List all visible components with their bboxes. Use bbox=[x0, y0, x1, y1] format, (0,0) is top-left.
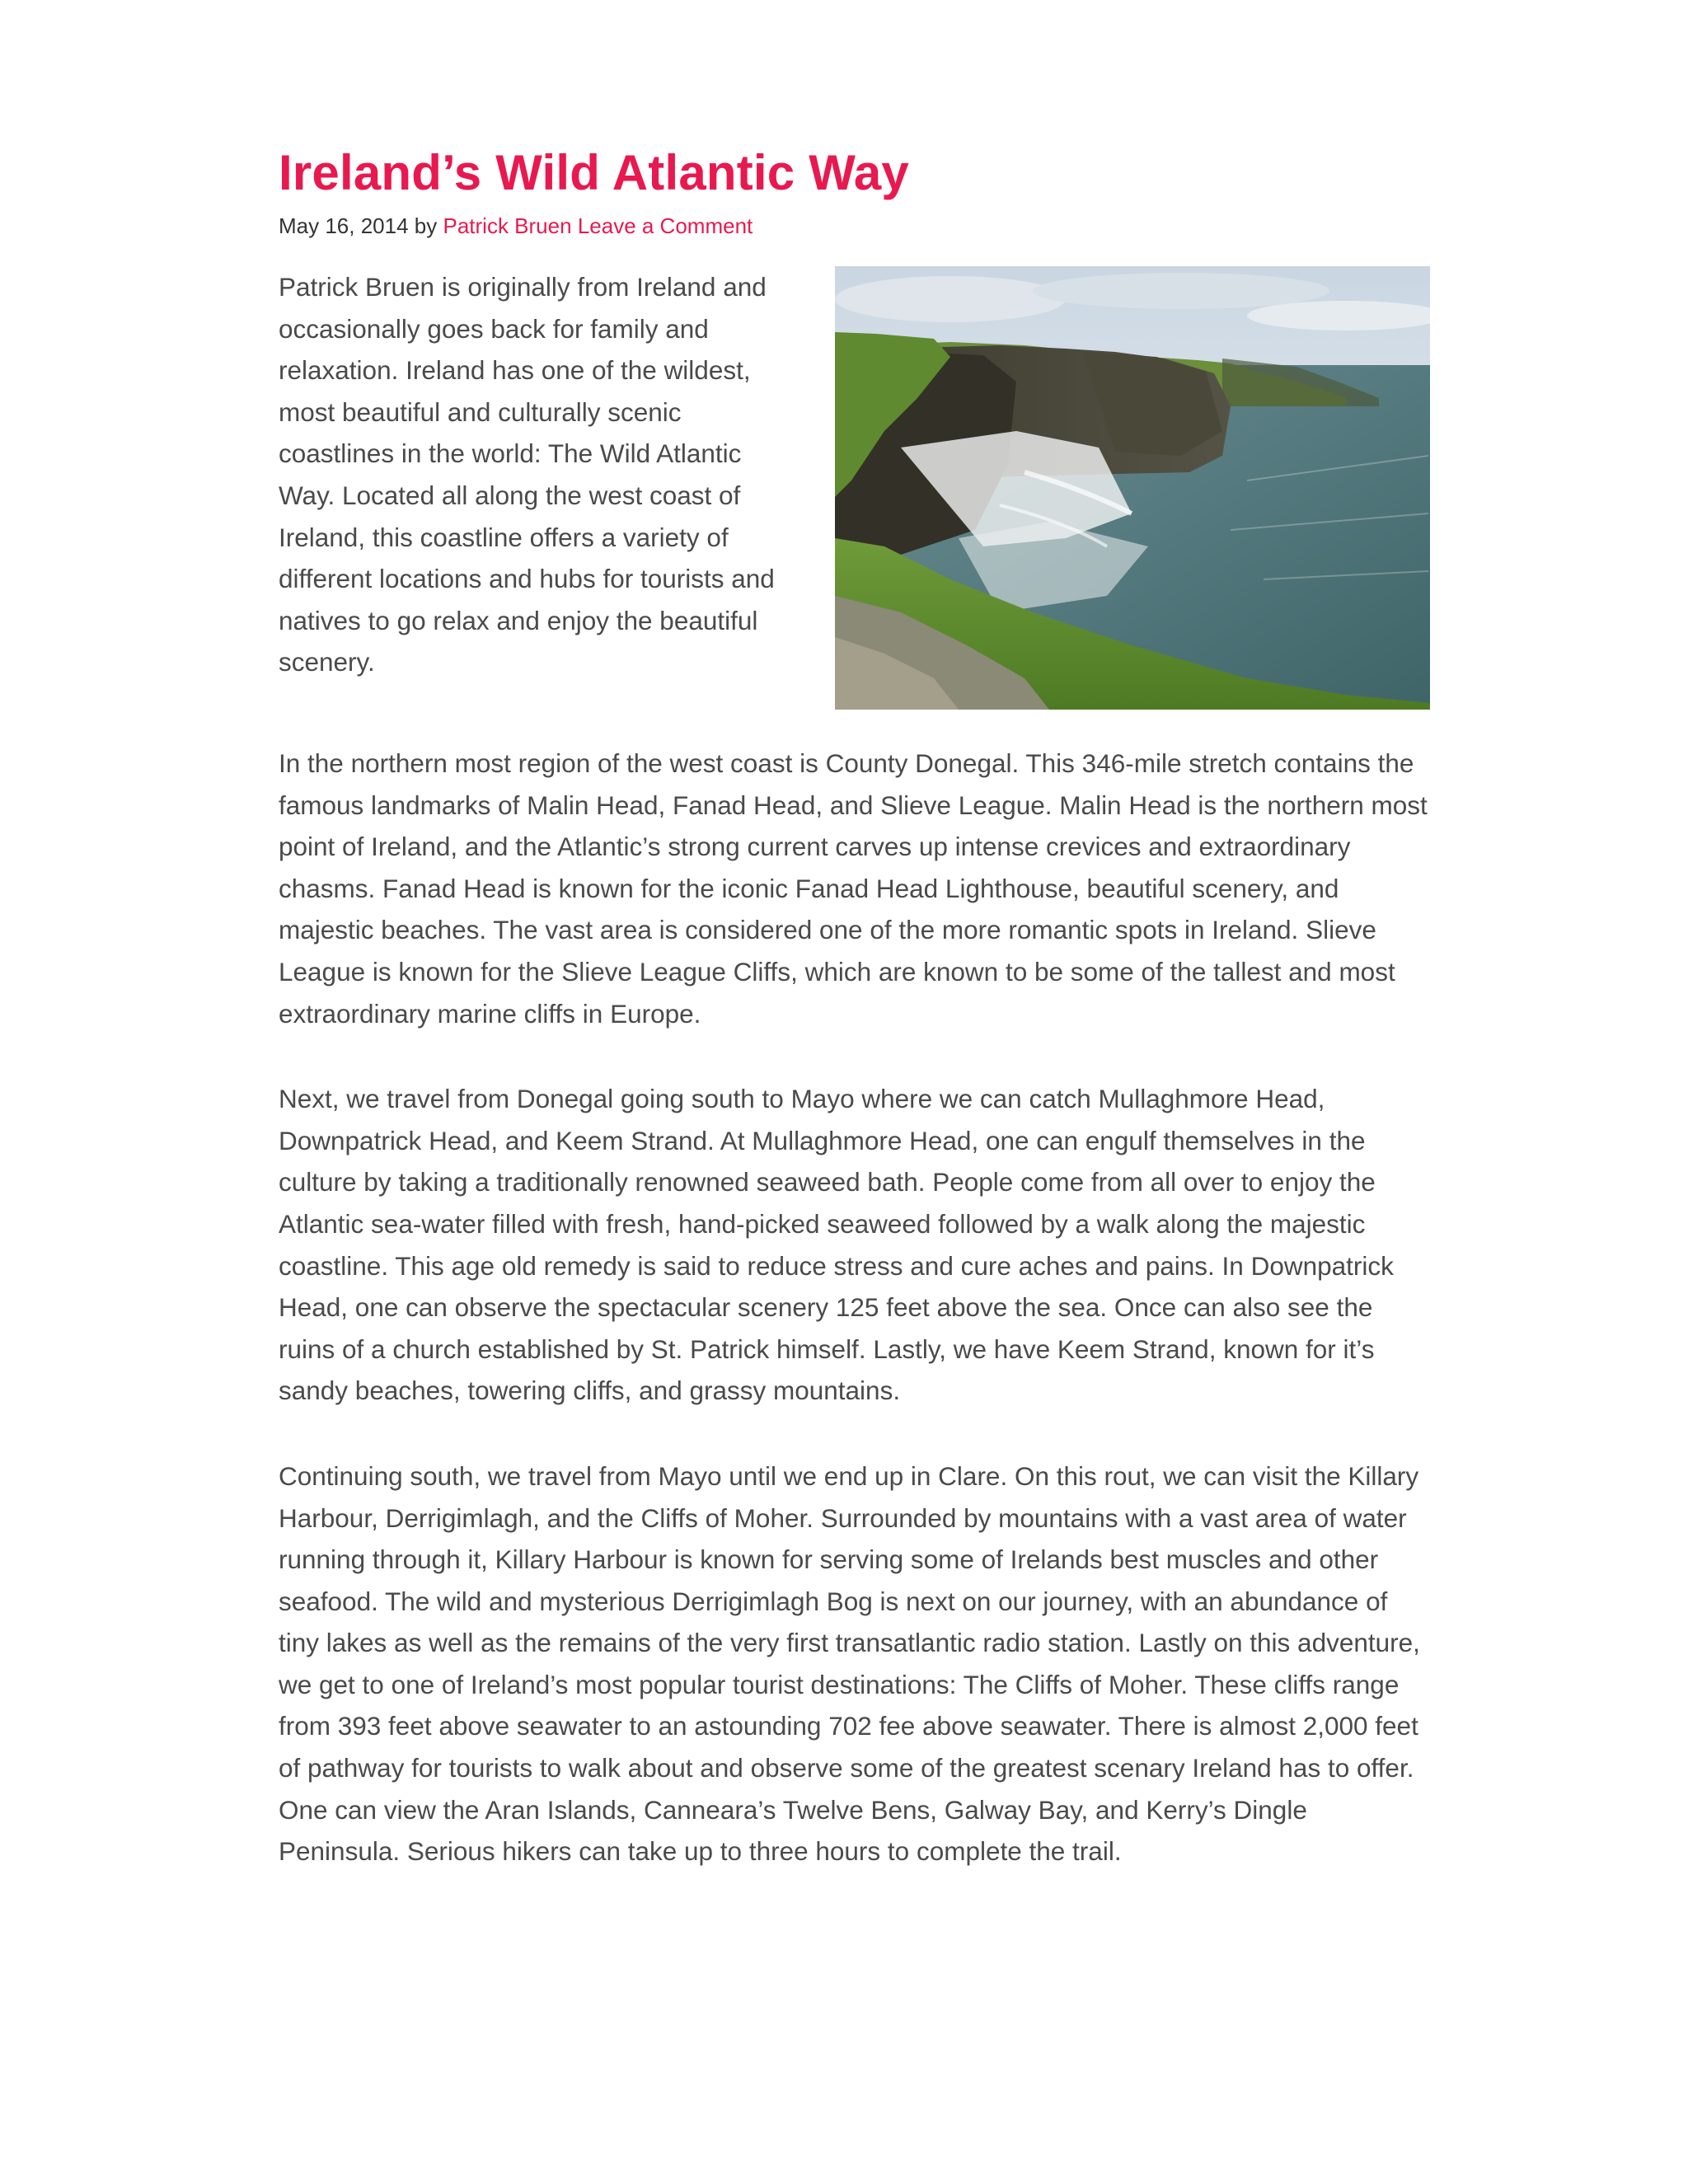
intro-paragraph: Patrick Bruen is originally from Ireland and occasionally goes back for family and relaxation. Ireland has one of the wildest, most beautiful and culturally scenic coastlines in the world: The Wild Atlantic Way. Located all along the west coast of Ireland, this coastline offers a variety of different locations and hubs for tourists and natives to go relax and enjoy the beautiful scenery. bbox=[279, 272, 775, 677]
cliffs-illustration bbox=[835, 266, 1430, 710]
cliffs-photo bbox=[835, 266, 1430, 710]
post-date: May 16, 2014 bbox=[279, 213, 409, 238]
article bbox=[279, 144, 1432, 1872]
intro-section bbox=[279, 266, 1432, 711]
paragraph-clare: Continuing south, we travel from Mayo until we end up in Clare. On this rout, we can visit the Killary Harbour, Derrigimlagh, and the Cliffs of Moher. Surrounded by mountains with a vast area of water running through it, Killary Harbour is known for serving some of Irelands best muscles and other seafood. The wild and mysterious Derrigimlagh Bog is next on our journey, with an abundance of tiny lakes as well as the remains of the very first transatlantic radio station. Lastly on this adventure, we get to one of Ireland’s most popular tourist destinations: The Cliffs of Moher. These cliffs range from 393 feet above seawater to an astounding 702 fee above seawater. There is almost 2,000 feet of pathway for tourists to walk about and observe some of the greatest scenary Ireland has to offer. One can view the Aran Islands, Canneara’s Twelve Bens, Galway Bay, and Kerry’s Dingle Peninsula. Serious hikers can take up to three hours to complete the trail. bbox=[279, 1460, 1420, 1867]
post-meta bbox=[279, 212, 1432, 240]
paragraph-mayo: Next, we travel from Donegal going south to Mayo where we can catch Mullaghmore Head, Downpatrick Head, and Keem Strand. At Mullaghmore Head, one can engulf themselves in the culture by taking a traditionally renowned seaweed bath. People come from all over to enjoy the Atlantic sea-water filled with fresh, hand-picked seaweed followed by a walk along the majestic coastline. This age old remedy is said to reduce stress and cure aches and pains. In Downpatrick Head, one can observe the spectacular scenery 125 feet above the sea. Once can also see the ruins of a church established by St. Patrick himself. Lastly, we have Keem Strand, known for it’s sandy beaches, towering cliffs, and grassy mountains. bbox=[279, 1084, 1394, 1406]
by-label: by bbox=[414, 213, 438, 238]
author-link[interactable]: Patrick Bruen bbox=[443, 213, 572, 238]
leave-comment-link[interactable]: Leave a Comment bbox=[577, 213, 753, 238]
paragraph-donegal: In the northern most region of the west coast is County Donegal. This 346-mile stretch contains the famous landmarks of Malin Head, Fanad Head, and Slieve League. Malin Head is the northern most point of Ireland, and the Atlantic’s strong current carves up intense crevices and extraordinary chasms. Fanad Head is known for the iconic Fanad Head Lighthouse, beautiful scenery, and majestic beaches. The vast area is considered one of the more romantic spots in Ireland. Slieve League is known for the Slieve League Cliffs, which are known to be some of the tallest and most extraordinary marine cliffs in Europe. bbox=[279, 748, 1428, 1029]
article-title[interactable]: Ireland’s Wild Atlantic Way bbox=[279, 145, 909, 200]
